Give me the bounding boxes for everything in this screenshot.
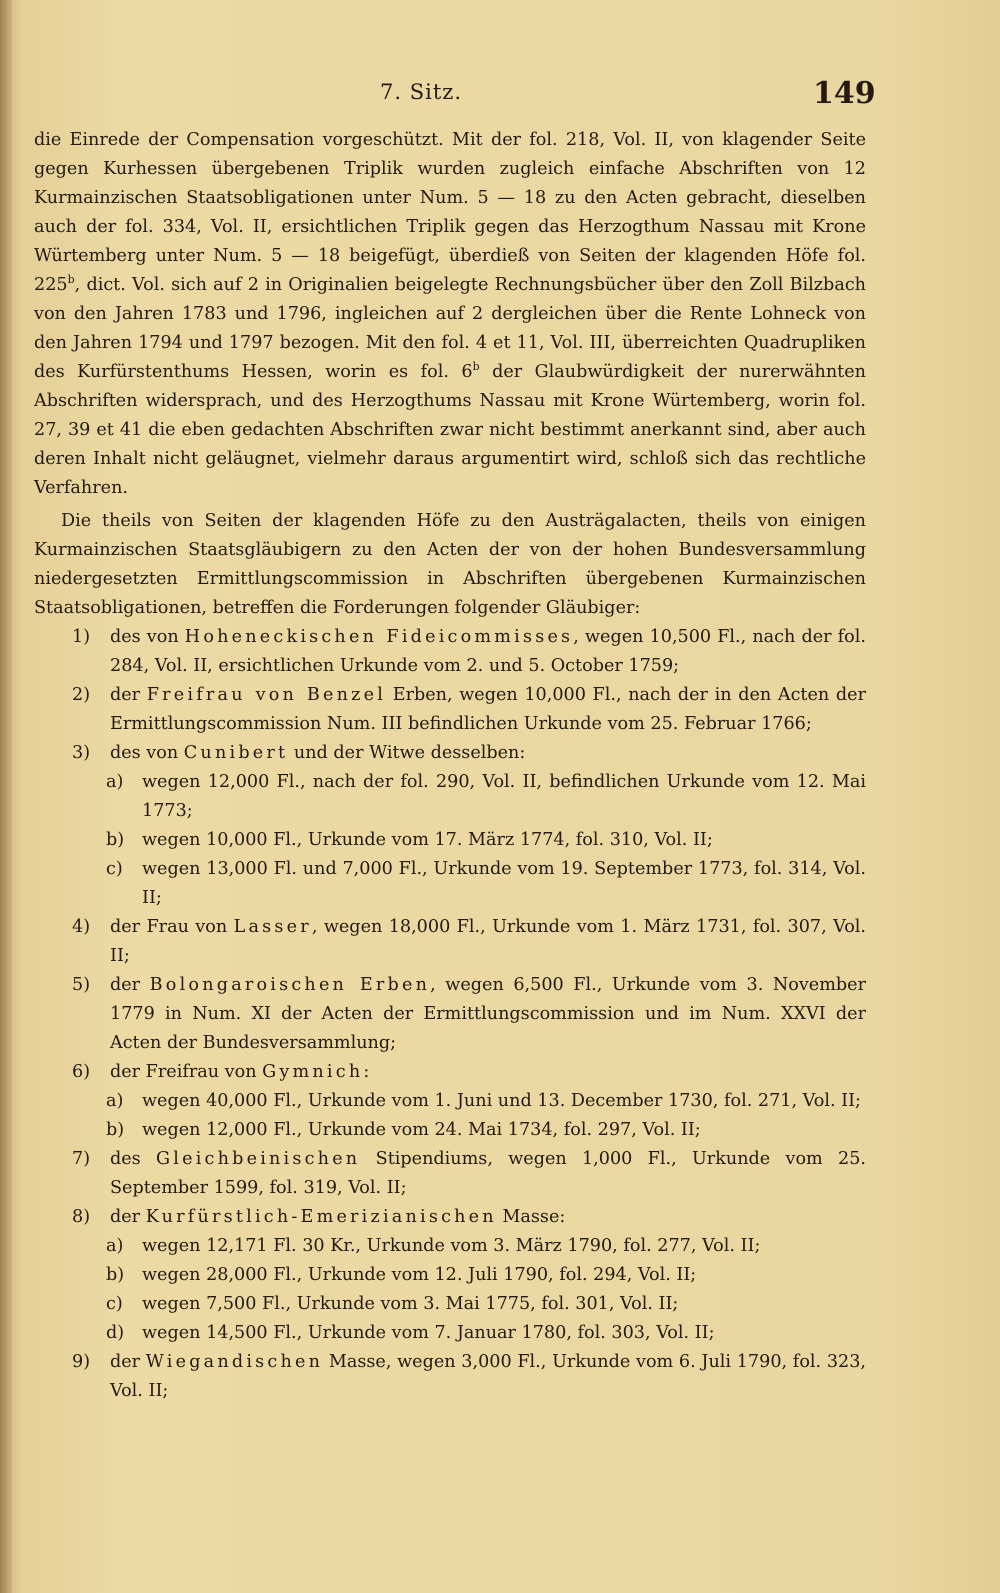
- running-head: 7. Sitz.: [380, 80, 462, 104]
- sub-item: b) wegen 10,000 Fl., Urkunde vom 17. März 1774, fol. 310, Vol. II;: [106, 830, 713, 850]
- creditor-name: Wiegandischen: [145, 1352, 324, 1372]
- creditor-name: Kurfürstlich-Emerizianischen: [145, 1207, 497, 1227]
- creditor-name: Freifrau von Benzel: [146, 685, 387, 705]
- sub-item: c) wegen 13,000 Fl. und 7,000 Fl., Urkunde vom 19. September 1773, fol. 314, Vol. II;: [106, 859, 866, 908]
- creditor-name: Bolongaroischen Erben: [149, 975, 431, 995]
- list-item: 1) des von Hoheneckischen Fideicommisses, wegen 10,500 Fl., nach der fol. 284, Vol. II, ersichtlichen Urkunde vom 2. und 5. October 1759;: [72, 627, 866, 676]
- creditor-name: Gleichbeinischen: [156, 1149, 361, 1169]
- page-header: [0, 76, 1000, 116]
- list-item: 4) der Frau von Lasser, wegen 18,000 Fl., Urkunde vom 1. März 1731, fol. 307, Vol. II;: [72, 917, 867, 966]
- paragraph: Die theils von Seiten der klagenden Höfe zu den Austrägalacten, theils von einigen Kurmainzischen Staatsgläubigern zu den Acten der von der hohen Bundesversammlung niedergesetzten Ermittlungscommission in Abschriften übergebenen Kurmainzischen Staatsobligationen, betreffen die Forderungen folgender Gläubiger:: [34, 511, 866, 618]
- sub-item: b) wegen 12,000 Fl., Urkunde vom 24. Mai 1734, fol. 297, Vol. II;: [106, 1120, 701, 1140]
- paragraph: die Einrede der Compensation vorgeschützt. Mit der fol. 218, Vol. II, von klagender Seite gegen Kurhessen übergebenen Triplik wurden zugleich einfache Abschriften von 12 Kurmainzischen Staatsobligationen unter Num. 5 — 18 zu den Acten gebracht, dieselben auch der fol. 334, Vol. II, ersichtlichen Triplik gegen das Herzogthum Nassau mit Krone Würtemberg unter Num. 5 — 18 beigefügt, überdieß von Seiten der klagenden Höfe fol. 225$^b$, dict. Vol. sich auf 2 in Originalien beigelegte Rechnungsbücher über den Zoll Bilzbach von den Jahren 1783 und 1796, ingleichen auf 2 dergleichen über die Rente Lohneck von den Jahren 1794 und 1797 bezogen. Mit den fol. 4 et 11, Vol. III, überreichten Quadrupliken des Kurfürstenthums Hessen, worin es fol. 6$^b$ der Glaubwürdigkeit der nurerwähnten Abschriften widersprach, und des Herzogthums Nassau mit Krone Würtemberg, worin fol. 27, 39 et 41 die eben gedachten Abschriften zwar nicht bestimmt anerkannt sind, aber auch deren Inhalt nicht geläugnet, vielmehr daraus argumentirt wird, schloß sich das rechtliche Verfahren.: [34, 130, 866, 498]
- sub-item: d) wegen 14,500 Fl., Urkunde vom 7. Januar 1780, fol. 303, Vol. II;: [106, 1323, 715, 1343]
- sub-item: b) wegen 28,000 Fl., Urkunde vom 12. Juli 1790, fol. 294, Vol. II;: [106, 1265, 697, 1285]
- body-text: [34, 126, 866, 1406]
- sub-item: a) wegen 12,171 Fl. 30 Kr., Urkunde vom 3. März 1790, fol. 277, Vol. II;: [106, 1236, 761, 1256]
- creditor-name: Gymnich: [262, 1062, 364, 1082]
- page-spine-shadow: [0, 0, 12, 1593]
- creditor-name: Lasser: [233, 917, 312, 937]
- list-item: 2) der Freifrau von Benzel Erben, wegen 10,000 Fl., nach der in den Acten der Ermittlungscommission Num. III befindlichen Urkunde vom 25. Februar 1766;: [72, 685, 866, 734]
- list-item: 6) der Freifrau von Gymnich:: [72, 1062, 370, 1082]
- list-item: 5) der Bolongaroischen Erben, wegen 6,500 Fl., Urkunde vom 3. November 1779 in Num. XI der Acten der Ermittlungscommission und im Num. XXVI der Acten der Bundesversammlung;: [72, 975, 866, 1053]
- superscript: b: [472, 360, 480, 374]
- list-item: 7) des Gleichbeinischen Stipendiums, wegen 1,000 Fl., Urkunde vom 25. September 1599, fol. 319, Vol. II;: [72, 1149, 867, 1198]
- creditor-name: Hoheneckischen Fideicommisses: [184, 627, 574, 647]
- sub-item: a) wegen 12,000 Fl., nach der fol. 290, Vol. II, befindlichen Urkunde vom 12. Mai 1773;: [106, 772, 866, 821]
- creditor-name: Cunibert: [183, 743, 289, 763]
- list-item: 9) der Wiegandischen Masse, wegen 3,000 Fl., Urkunde vom 6. Juli 1790, fol. 323, Vol. II;: [72, 1352, 867, 1401]
- list-item: 3) des von Cunibert und der Witwe desselben:: [72, 743, 526, 763]
- sub-item: c) wegen 7,500 Fl., Urkunde vom 3. Mai 1775, fol. 301, Vol. II;: [106, 1294, 679, 1314]
- sub-item: a) wegen 40,000 Fl., Urkunde vom 1. Juni und 13. December 1730, fol. 271, Vol. II;: [106, 1091, 861, 1111]
- superscript: b: [67, 273, 75, 287]
- list-item: 8) der Kurfürstlich-Emerizianischen Masse:: [72, 1207, 566, 1227]
- page-number: 149: [813, 76, 876, 111]
